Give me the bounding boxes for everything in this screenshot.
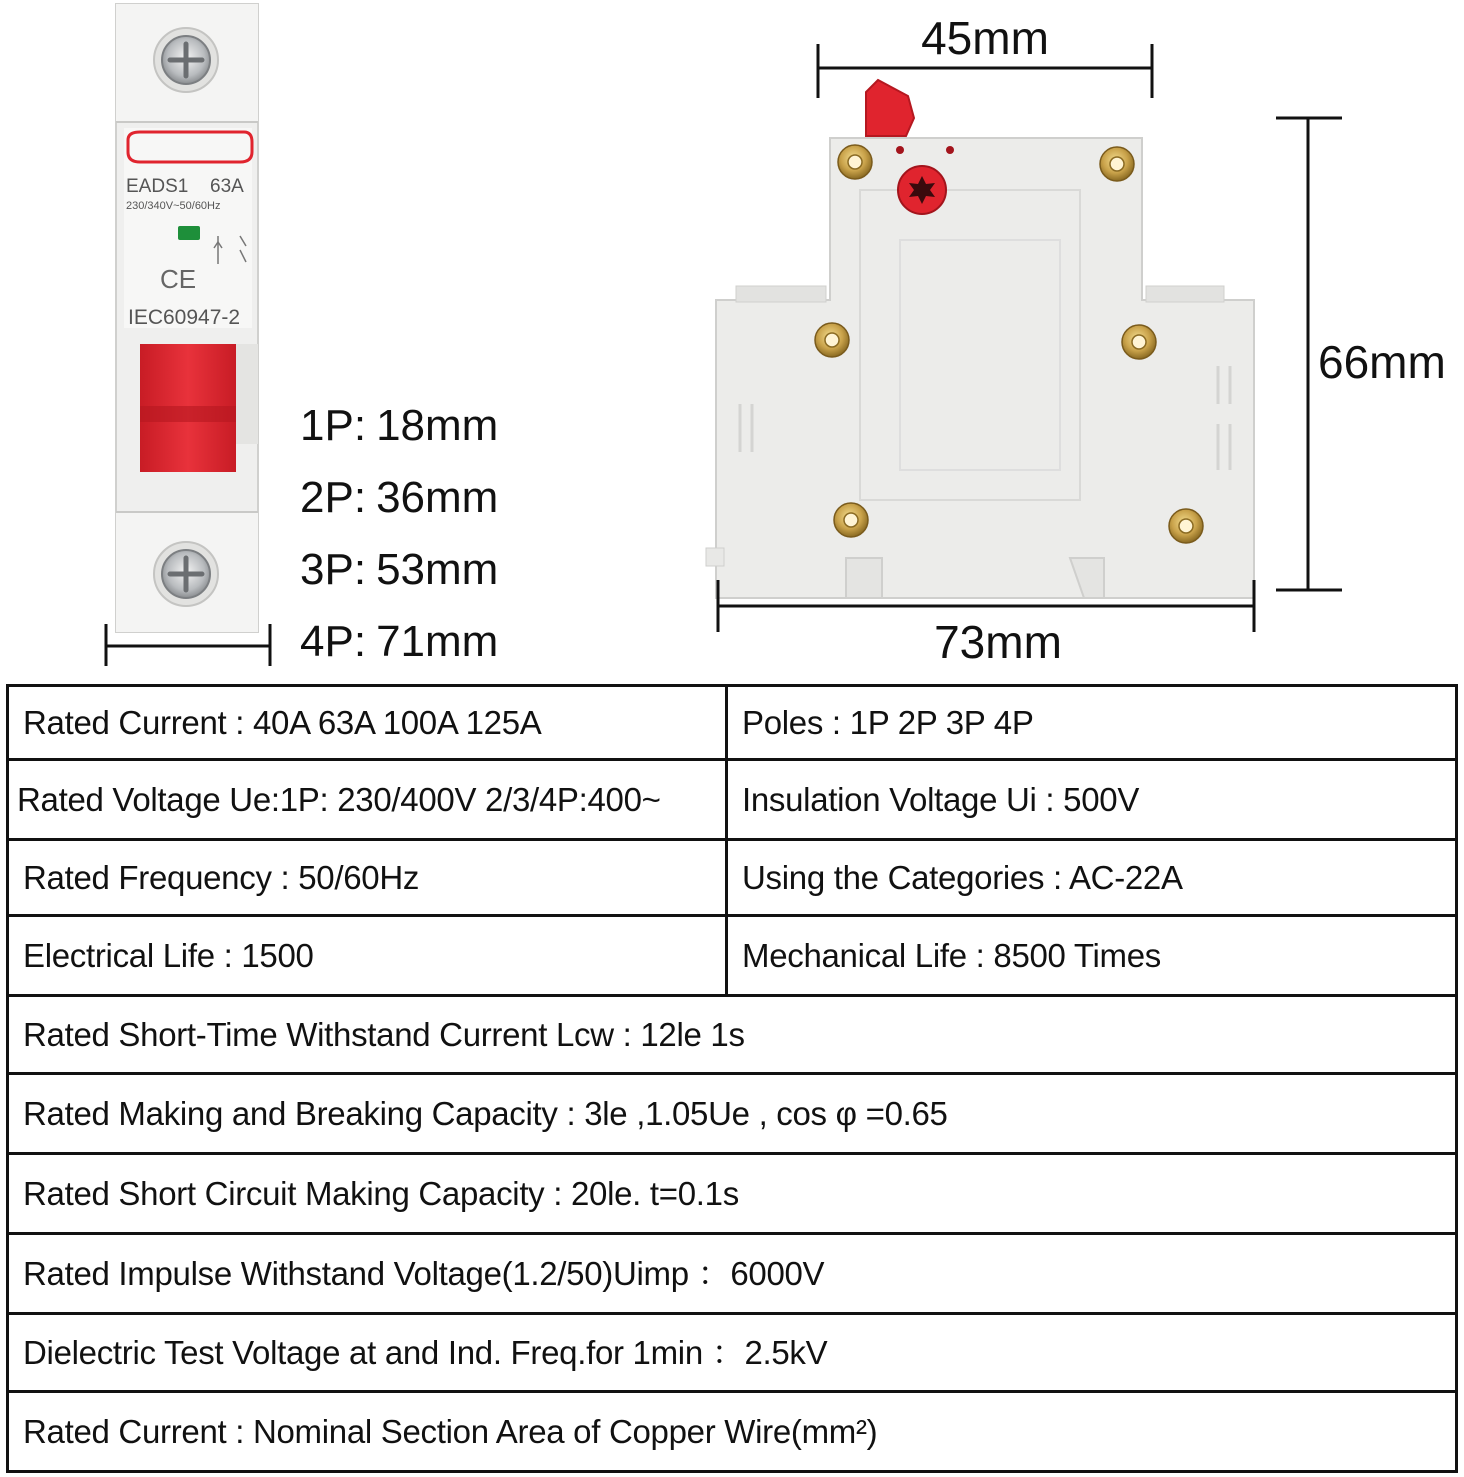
spec-cell-rated-frequency: Rated Frequency : 50/60Hz bbox=[8, 840, 727, 916]
rivet-icon bbox=[838, 145, 872, 179]
top-screw-icon bbox=[162, 36, 210, 84]
spec-cell-mechanical-life: Mechanical Life : 8500 Times bbox=[727, 916, 1457, 996]
label-current: 63A bbox=[210, 176, 244, 197]
front-view-breaker bbox=[116, 4, 258, 632]
spec-row bbox=[8, 1314, 1457, 1392]
spec-row bbox=[8, 996, 1457, 1074]
spec-cell-poles: Poles : 1P 2P 3P 4P bbox=[727, 686, 1457, 760]
spec-cell-impulse-withstand: Rated Impulse Withstand Voltage(1.2/50)Uimp ：6000V bbox=[8, 1234, 1457, 1314]
spec-cell-insulation-voltage: Insulation Voltage Ui : 500V bbox=[727, 760, 1457, 840]
rivet-icon bbox=[1100, 147, 1134, 181]
status-indicator bbox=[178, 226, 200, 240]
pole-width-1p: 1P: 18mm bbox=[300, 401, 499, 450]
rivet-icon bbox=[834, 503, 868, 537]
pole-width-3p: 3P: 53mm bbox=[300, 545, 499, 594]
spec-table bbox=[6, 684, 1458, 1473]
label-voltage: 230/340V~50/60Hz bbox=[126, 200, 221, 212]
ce-mark: CE bbox=[160, 264, 197, 294]
side-view-breaker bbox=[706, 80, 1254, 598]
spec-row bbox=[8, 916, 1457, 996]
spec-cell-categories: Using the Categories : AC-22A bbox=[727, 840, 1457, 916]
spec-row bbox=[8, 1234, 1457, 1314]
bottom-screw-icon bbox=[162, 550, 210, 598]
spec-cell-copper-wire: Rated Current : Nominal Section Area of Copper Wire(mm²) bbox=[8, 1392, 1457, 1472]
dimension-height-label: 66mm bbox=[1318, 336, 1446, 388]
dimension-top-width bbox=[818, 12, 1152, 98]
spec-row bbox=[8, 840, 1457, 916]
pole-width-4p: 4P: 71mm bbox=[300, 617, 499, 666]
dimension-bottom-width-label: 73mm bbox=[934, 616, 1062, 668]
rivet-icon bbox=[815, 323, 849, 357]
label-standard: IEC60947-2 bbox=[128, 306, 241, 329]
product-figure bbox=[0, 0, 1464, 684]
spec-cell-short-time-withstand: Rated Short-Time Withstand Current Lcw : 12le 1s bbox=[8, 996, 1457, 1074]
toggle-tip bbox=[866, 80, 914, 136]
spec-cell-electrical-life: Electrical Life : 1500 bbox=[8, 916, 727, 996]
spec-row bbox=[8, 760, 1457, 840]
spec-cell-rated-voltage: Rated Voltage Ue:1P: 230/400V 2/3/4P:400~ bbox=[8, 760, 727, 840]
dimension-top-width-label: 45mm bbox=[921, 12, 1049, 64]
rivet-icon bbox=[1169, 509, 1203, 543]
spec-row bbox=[8, 1154, 1457, 1234]
label-model: EADS1 bbox=[126, 176, 189, 197]
spec-cell-making-breaking-capacity: Rated Making and Breaking Capacity : 3le ,1.05Ue , cos φ =0.65 bbox=[8, 1074, 1457, 1154]
pole-width-2p: 2P: 36mm bbox=[300, 473, 499, 522]
din-clip-left bbox=[846, 558, 882, 598]
spec-row bbox=[8, 1392, 1457, 1472]
dimension-height bbox=[1276, 118, 1446, 590]
rivet-icon bbox=[1122, 325, 1156, 359]
spec-cell-rated-current: Rated Current : 40A 63A 100A 125A bbox=[8, 686, 727, 760]
spec-row bbox=[8, 1074, 1457, 1154]
spec-cell-short-circuit-making: Rated Short Circuit Making Capacity : 20le. t=0.1s bbox=[8, 1154, 1457, 1234]
pole-width-list bbox=[300, 401, 498, 666]
spec-cell-dielectric-test: Dielectric Test Voltage at and Ind. Freq.for 1min ：2.5kV bbox=[8, 1314, 1457, 1392]
spec-row bbox=[8, 686, 1457, 760]
